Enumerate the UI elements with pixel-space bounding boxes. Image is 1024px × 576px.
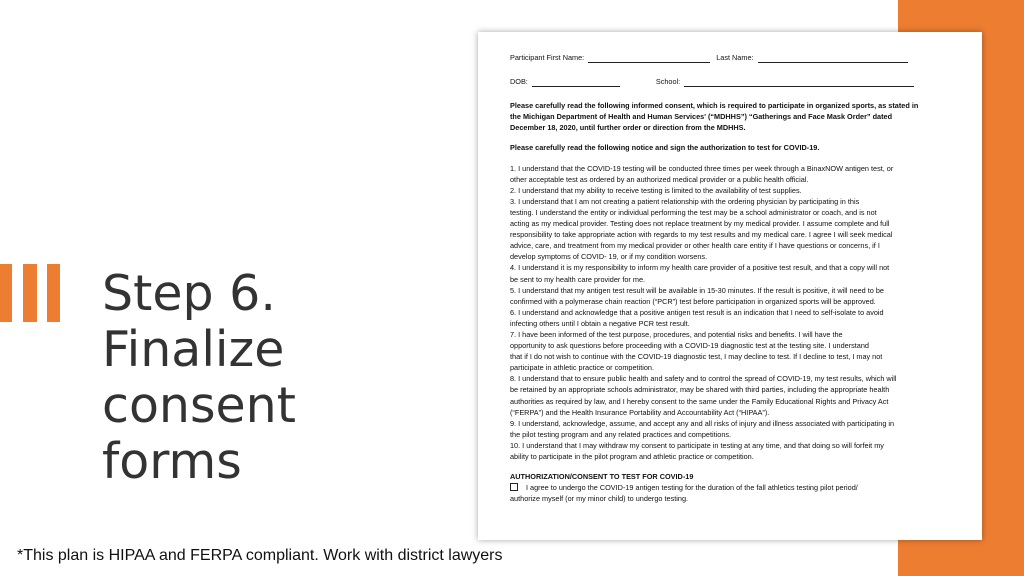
body-line: (“FERPA”) and the Health Insurance Portability and Accountability Act (“HIPAA”). <box>510 407 770 417</box>
slide-title <box>102 266 432 490</box>
body-line: 9. I understand, acknowledge, assume, and accept any and all risks of injury and illness associated with participating in <box>510 418 895 428</box>
body-line: 4. I understand it is my responsibility to inform my health care provider of a positive test result, and that a copy will not <box>510 263 890 273</box>
intro-line: December 18, 2020, until further order or direction from the MDHHS. <box>510 123 746 133</box>
name-row <box>510 52 968 63</box>
body-line: confirmed with a polymerase chain reaction (“PCR”) test before participation in organized sports will be approved. <box>510 296 876 306</box>
title-line: consent <box>102 377 296 434</box>
body-line: 7. I have been informed of the test purpose, procedures, and potential risks and benefits. I will have the <box>510 329 843 339</box>
last-name-label: Last Name: <box>716 53 754 62</box>
body-line: testing. I understand the entity or individual performing the test may be a school administrator or coach, and is not <box>510 207 877 217</box>
consent-form-image <box>478 32 982 540</box>
authorization-line: authorize myself (or my minor child) to undergo testing. <box>510 494 689 504</box>
body-line: 3. I understand that I am not creating a patient relationship with the ordering physician by participating in this <box>510 196 860 206</box>
authorization-line <box>510 482 968 493</box>
school-blank <box>684 78 914 87</box>
school-label: School: <box>655 77 681 87</box>
authorization-text: I agree to undergo the COVID-19 antigen testing for the duration of the fall athletics testing pilot period/ <box>526 483 858 493</box>
accent-stripes <box>0 264 60 322</box>
body-line: infecting others until I obtain a negative PCR test result. <box>510 318 690 328</box>
body-line: that if I do not wish to continue with the COVID-19 diagnostic test, I may decline to test. If I decline to test, I may not <box>510 352 883 362</box>
body-line: the pilot testing program and any related practices and competitions. <box>510 429 732 439</box>
title-line: forms <box>102 433 242 490</box>
last-name-blank <box>758 54 908 63</box>
body-line: 10. I understand that I may withdraw my consent to participate in testing at any time, and that doing so will forfeit my <box>510 440 884 450</box>
dob-row <box>510 76 968 87</box>
body-line: advice, care, and treatment from my medical provider or other health care entity if I have questions or concerns, if I <box>510 241 880 251</box>
body-line: ability to participate in the pilot program and athletic practice or competition. <box>510 452 754 461</box>
body-line: responsibility to take appropriate action with regards to my test results and my medical care. I agree I will seek medical <box>510 230 893 240</box>
intro-line: the Michigan Department of Health and Human Services' (“MDHHS”) “Gatherings and Face Mask Order” dated <box>510 112 893 122</box>
body-line: be sent to my health care provider for me. <box>510 274 646 284</box>
dob-blank <box>532 78 620 87</box>
body-line: participate in athletic practice or competition. <box>510 363 654 373</box>
footnote: *This plan is HIPAA and FERPA compliant. Work with district lawyers <box>17 547 503 564</box>
accent-stripe <box>23 264 37 322</box>
body-line: develop symptoms of COVID- 19, or if my condition worsens. <box>510 252 708 262</box>
first-name-blank <box>588 54 710 63</box>
authorization-heading: AUTHORIZATION/CONSENT TO TEST FOR COVID-19 <box>510 472 694 482</box>
body-line: authorities as required by law, and I hereby consent to the same under the Family Educational Rights and Privacy Act <box>510 396 889 406</box>
title-line: Step 6. <box>102 265 276 322</box>
accent-stripe <box>0 264 12 322</box>
body-line: 5. I understand that my antigen test result will be available in 15-30 minutes. If the result is positive, it will need to be <box>510 285 884 295</box>
body-line: 6. I understand and acknowledge that a positive antigen test result is an indication that I need to self-isolate to avoid <box>510 307 884 317</box>
notice-line: Please carefully read the following notice and sign the authorization to test for COVID-19. <box>510 143 820 153</box>
body-line: other acceptable test as ordered by an authorized medical provider or a public health official. <box>510 174 809 184</box>
checkbox-icon <box>510 483 518 491</box>
body-line: 8. I understand that to ensure public health and safety and to control the spread of COVID-19, my test results, which will <box>510 374 897 384</box>
first-name-label: Participant First Name: <box>510 53 585 62</box>
body-line: 2. I understand that my ability to receive testing is limited to the availability of test supplies. <box>510 185 802 195</box>
title-line: Finalize <box>102 321 285 378</box>
accent-stripe <box>47 264 60 322</box>
body-line: opportunity to ask questions before proceeding with a COVID-19 diagnostic test at the testing site. I understand <box>510 341 869 351</box>
body-line: 1. I understand that the COVID-19 testing will be conducted three times per week through a BinaxNOW antigen test, or <box>510 163 894 173</box>
body-line: acting as my medical provider. Testing does not replace treatment by my medical provider. I assume complete and full <box>510 219 890 229</box>
intro-line: Please carefully read the following informed consent, which is required to participate in organized sports, as stated in <box>510 101 919 111</box>
body-line: be retained by an appropriate schools administrator, may be shared with third parties, including the appropriate health <box>510 385 890 395</box>
dob-label: DOB: <box>510 77 528 87</box>
